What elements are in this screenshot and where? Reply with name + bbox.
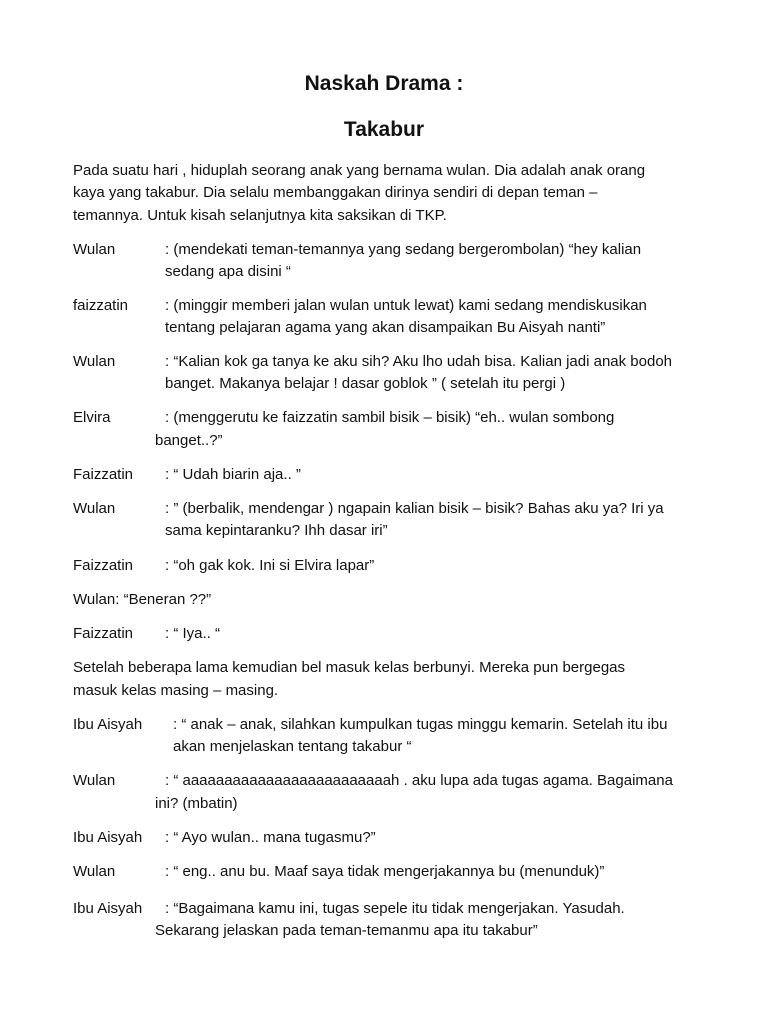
dialogue-line: : (minggir memberi jalan wulan untuk lewat) kami sedang mendiskusikan — [165, 297, 647, 314]
dialogue-line: : “ Ayo wulan.. mana tugasmu?” — [165, 829, 376, 846]
dialogue-line: tentang pelajaran agama yang akan disampaikan Bu Aisyah nanti” — [165, 319, 606, 336]
dialogue-line: : “ Udah biarin aja.. ” — [165, 466, 301, 483]
speaker-name: Ibu Aisyah — [73, 829, 143, 846]
speaker-name: Wulan — [73, 772, 116, 789]
dialogue-line: : “ eng.. anu bu. Maaf saya tidak mengerjakannya bu (menunduk)” — [165, 863, 605, 880]
dialogue-line: ini? (mbatin) — [155, 795, 238, 812]
speaker-name: Faizzatin — [73, 625, 134, 642]
dialogue-line: banget. Makanya belajar ! dasar goblok ” ( setelah itu pergi ) — [165, 375, 566, 392]
dialogue-line: Wulan: “Beneran ??” — [73, 591, 212, 608]
speaker-name: Wulan — [73, 241, 116, 258]
narration-line: Setelah beberapa lama kemudian bel masuk kelas berbunyi. Mereka pun bergegas — [73, 659, 626, 676]
speaker-name: Wulan — [73, 353, 116, 370]
dialogue-line: akan menjelaskan tentang takabur “ — [173, 738, 412, 755]
intro-line: temannya. Untuk kisah selanjutnya kita saksikan di TKP. — [73, 207, 447, 224]
speaker-name: Wulan — [73, 863, 116, 880]
dialogue-line: Sekarang jelaskan pada teman-temanmu apa itu takabur” — [155, 922, 538, 939]
dialogue-line: : “ aaaaaaaaaaaaaaaaaaaaaaaaah . aku lupa ada tugas agama. Bagaimana — [165, 772, 673, 789]
dialogue-line: : (menggerutu ke faizzatin sambil bisik – bisik) “eh.. wulan sombong — [165, 409, 615, 426]
speaker-name: Elvira — [73, 409, 111, 426]
dialogue-line: : “Bagaimana kamu ini, tugas sepele itu tidak mengerjakan. Yasudah. — [165, 900, 625, 917]
speaker-name: Ibu Aisyah — [73, 716, 143, 733]
speaker-name: Ibu Aisyah — [73, 900, 143, 917]
dialogue-line: : “oh gak kok. Ini si Elvira lapar” — [165, 557, 375, 574]
dialogue-line: : “ anak – anak, silahkan kumpulkan tugas minggu kemarin. Setelah itu ibu — [173, 716, 668, 733]
dialogue-line: banget..?” — [155, 432, 223, 449]
speaker-name: Faizzatin — [73, 466, 134, 483]
document-subtitle: Takabur — [343, 118, 425, 141]
dialogue-line: : ” (berbalik, mendengar ) ngapain kalian bisik – bisik? Bahas aku ya? Iri ya — [165, 500, 664, 517]
dialogue-line: : (mendekati teman-temannya yang sedang bergerombolan) “hey kalian — [165, 241, 642, 258]
speaker-name: faizzatin — [73, 297, 129, 314]
dialogue-line: : “ Iya.. “ — [165, 625, 221, 642]
dialogue-line: sedang apa disini “ — [165, 263, 291, 280]
dialogue-line: : “Kalian kok ga tanya ke aku sih? Aku lho udah bisa. Kalian jadi anak bodoh — [165, 353, 673, 370]
speaker-name: Faizzatin — [73, 557, 134, 574]
narration-line: masuk kelas masing – masing. — [73, 682, 279, 699]
intro-line: Pada suatu hari , hiduplah seorang anak yang bernama wulan. Dia adalah anak orang — [73, 162, 646, 179]
speaker-name: Wulan — [73, 500, 116, 517]
dialogue-line: sama kepintaranku? Ihh dasar iri” — [165, 522, 388, 539]
document-title: Naskah Drama : — [304, 72, 464, 95]
intro-line: kaya yang takabur. Dia selalu membanggakan dirinya sendiri di depan teman – — [73, 184, 598, 201]
